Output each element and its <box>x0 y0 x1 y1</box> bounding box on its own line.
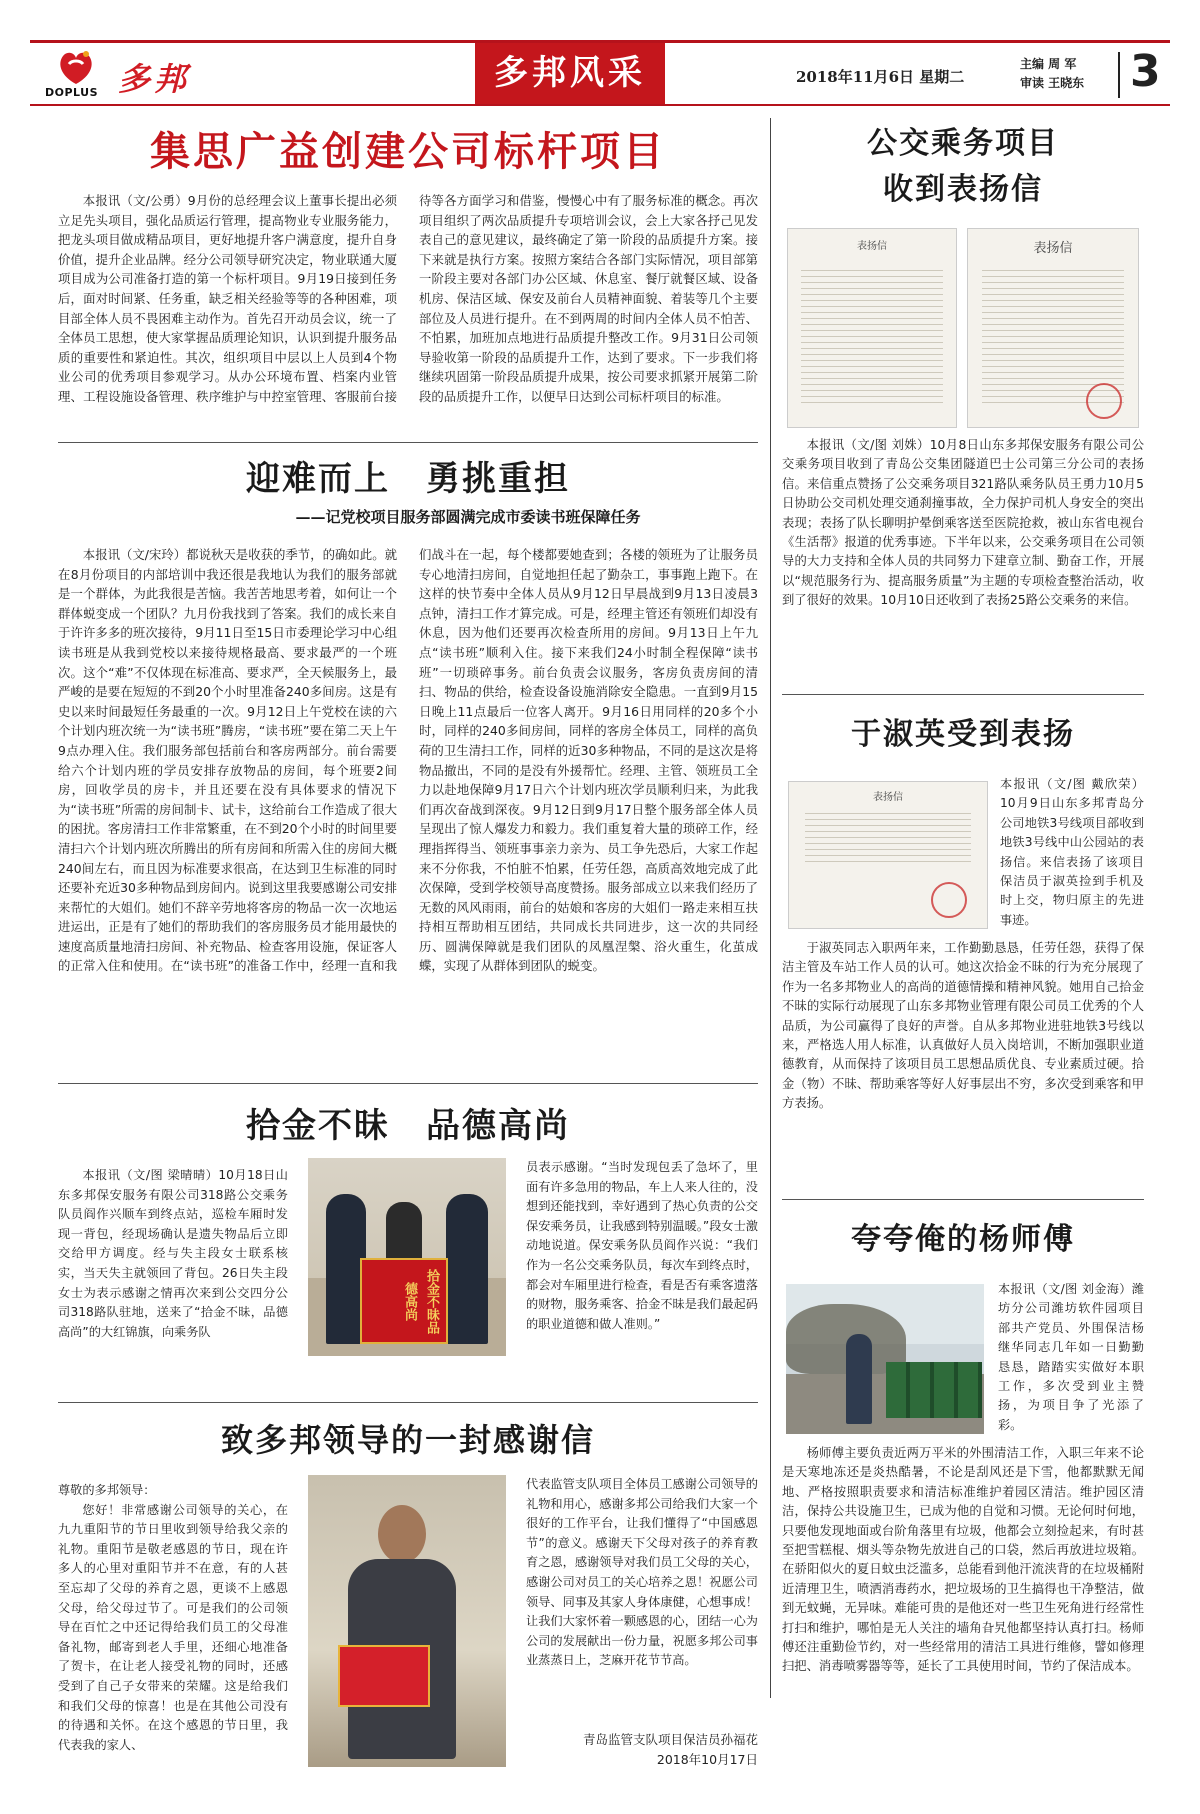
section-separator <box>58 1402 758 1403</box>
editors <box>1020 55 1084 93</box>
pennant-banner <box>360 1258 448 1344</box>
article-paragraph: 杨师傅主要负责近两万平米的外围清洁工作，入职三年来不论是天寒地冻还是炎热酷暑，不论是刮风还是下雪，他都默默无闻地、严格按照职责要求和清洁标准维护着园区清洁。维护园区清洁，保持公共设施卫生，已成为他的自觉和习惯。无论何时何地，只要他发现地面或台阶角落里有垃圾，他都会立刻捡起来，有时甚至把雪糕棍、烟头等杂物先放进自己的口袋，然后再放进垃圾箱。在骄阳似火的夏日蚊虫泛滥多，总能看到他汗流浃背的在垃圾桶附近清理卫生，喷洒消毒药水，把垃圾场的卫生搞得也干净整洁，做到无蚊蝇，无异味。难能可贵的是他还对一些卫生死角进行经常性打扫和维护，哪怕是无人关注的墙角旮旯他都坚持认真打扫。杨师傅还注重勤俭节约，对一些经常用的清洁工具进行维修，譬如修理扫把、消毒喷雾器等等，延长了工具使用时间，节约了保洁成本。 <box>782 1446 1144 1674</box>
logo <box>45 50 115 100</box>
person-right <box>446 1194 488 1344</box>
section-title: 多邦风采 <box>475 43 665 104</box>
article-title: 夸夸俺的杨师傅 <box>851 1222 1075 1257</box>
letter-paragraph: 代表监管支队项目全体员工感谢公司领导的礼物和用心，感谢多邦公司给我们大家一个很好的工作平台，让我们懂得了“中国感恩节”的意义。感谢天下父母对孩子的养育教育之恩，感谢领导对我们员工父母的关心，感谢公司对员工的关心培养之恩！祝愿公司领导、同事及其家人身体康健，心想事成！让我们大家怀着一颗感恩的心，团结一心为公司的发展献出一份力量，祝愿多邦公司事业蒸蒸日上，芝麻开花节节高。 <box>526 1477 758 1668</box>
red-seal-stamp <box>931 882 967 918</box>
letter-paragraph: 您好！非常感谢公司领导的关心，在九九重阳节的节日里收到领导给我父亲的礼物。重阳节是敬老感恩的节日，现在许多人的心里对重阳节并不在意，有的人甚至忘却了父母的养育之恩，更谈不上感恩父母，给父母过节了。可是我们的公司领导在百忙之中还记得给我们员工的父母准备礼物，邮寄到老人手里，还细心地准备了贺卡，在让老人接受礼物的同时，还感受到了自己子女带来的荣耀。这是给我们和我们父母的惊喜！也是在其他公司没有的待遇和关怀。在这个感恩的节日里，我代表我的家人、 <box>58 1502 288 1752</box>
article-yang <box>782 1214 1144 1814</box>
article-title: 致多邦领导的一封感谢信 <box>220 1421 595 1459</box>
section-separator <box>782 694 1144 695</box>
signature-name: 青岛监管支队项目保洁员孙福花 <box>582 1732 758 1747</box>
article-paragraph: 于淑英同志入职两年来，工作勤勤恳恳，任劳任怨，获得了保洁主管及车站工作人员的认可。她这次拾金不昧的行为充分展现了作为一名多邦物业人的高尚的道德情操和精神风貌。她用自己拾金不昧的实际行动展现了山东多邦物业管理有限公司员工优秀的个人品质，为公司赢得了良好的声誉。自从多邦物业进驻地铁3号线以来，严格选人用人标准，认真做好人员入岗培训，不断加强职业道德教育，从而保持了该项目员工思想品质优良、专业素质过硬。拾金（物）不昧、帮助乘客等好人好事层出不穷，多次受到乘客和甲方表扬。 <box>782 941 1144 1111</box>
cleaner-photo <box>786 1284 984 1434</box>
article-body-side <box>998 1280 1144 1450</box>
letter-signature <box>583 1730 758 1770</box>
pennant-text: 拾金不昧品德高尚 <box>402 1268 439 1334</box>
article-body <box>58 191 758 441</box>
article-subtitle: ——记党校项目服务部圆满完成市委读书班保障任务 <box>295 508 641 526</box>
article-paragraph: 本报讯（文/图 刘姝）10月8日山东多邦保安服务有限公司公交乘务项目收到了青岛公交集团隧道巴士公司第三分公司的表扬信。来信重点赞扬了公交乘务项目321路队乘务队员王勇力10月5日协助公交司机处理交通刹撞事故，全力保护司机人身安全的突出表现；表扬了队长聊明护晕倒乘客送至医院抢救，被山东省电视台《生活帮》报道的优秀事迹。下半年以来，公交乘务项目在公司领导的大力支持和全体人员的共同努力下建章立制、勤奋工作，开展以“规范服务行为、提高服务质量”为主题的专项检查整治活动，收到了很好的效果。10月10日还收到了表扬25路公交乘务的来信。 <box>782 438 1144 608</box>
article-paragraph: 本报讯（文/图 梁晴晴）10月18日山东多邦保安服务有限公司318路公交乘务队员阎作兴顺车到终点站，巡检车厢时发现一背包，经现场确认是遗失物品后立即交给甲方调度。经与失主段女士联系核实，当天失主就领回了背包。26日失主段女士为表示感谢之情再次来到公交四分公司318路队驻地，送来了“拾金不昧，品德高尚”的大红锦旗，向乘务队 <box>58 1168 288 1339</box>
praise-letter-2 <box>967 228 1139 428</box>
letter-heading: 表扬信 <box>873 791 903 803</box>
brand-name: 多邦 <box>118 60 191 98</box>
article-body-left <box>58 1166 288 1396</box>
section-separator <box>782 1199 1144 1200</box>
right-column <box>782 110 1144 1814</box>
article-body <box>58 545 758 1065</box>
honesty-photo <box>308 1158 506 1356</box>
signature-date: 2018年10月17日 <box>656 1752 758 1767</box>
logo-mark-icon <box>55 50 97 86</box>
issue-date: 2018年11月6日 星期二 <box>796 68 965 86</box>
article-yu-praise <box>782 709 1144 1197</box>
masthead-bottom-rule <box>30 104 1170 106</box>
article-title-line1: 公交乘务项目 <box>867 126 1059 161</box>
letter-heading: 表扬信 <box>857 240 887 252</box>
article-paragraph: 本报讯（文/宋玲）都说秋天是收获的季节，的确如此。就在8月份项目的内部培训中我还很是我地认为我们的服务部就是一个群体，为此我很是苦恼。我苦苦地思考着，如何让一个群体蜕变成一个团队？九月份我找到了答案。我们的成长来自于许许多多的班次接待，9月11日至15日市委理论学习中心组读书班是从我到党校以来接待规格最高、要求最严的一个班次。这个“难”不仅体现在标准高、要求严，全天候服务上，最严峻的是要在短短的不到20个小时里准备240多间房。这是有史以来时间最短任务最重的一次。9月12日上午党校在读的六个计划内班次统一为“读书班”腾房，“读书班”要在第二天上午9点办理入住。我们服务部包括前台和客房两部分。前台需要给六个计划内班的学员安排存放物品的房间，每个班要2间房，回收学员的房卡，并且还要在没有具体要求的情况下为“读书班”所需的房间制卡、试卡，这给前台工作造成了很大的困扰。客房清扫工作非常繁重，在不到20个小时的时间里要清扫六个计划内班次所腾出的所有房间和所需入住的房间大概240间左右，而且因为标准要求很高，在达到卫生标准的同时还要补充近30多种物品到房间内。说到这里我要感谢公司安排来帮忙的大姐们。她们不辞辛劳地将客房的物品一次一次地运进运出，正是有了她们的帮助我们的客房服务员才能用最快的速度高质量地清扫房间、补充物品、检查客用设施，保证客人的正常入住和使用。在“读书班”的准备工作中，经理一直和我们战斗在一起，每个楼都要她查到；各楼的领班为了让服务员专心地清扫房间，自觉地担任起了勤杂工，事事跑上跑下。在这样的快节奏中全体人员从9月12日早晨战到9月13日凌晨3点钟，清扫工作才算完成。可是，经理主管还有领班们却没有休息，因为他们还要再次检查所用的房间。9月13日上午九点“读书班”顺利入住。接下来我们24小时制全程保障“读书班”一切琐碎事务。前台负责会议服务，客房负责房间的清扫、物品的供给，检查设备设施消除安全隐患。一直到9月15日晚上11点最后一位客人离开。9月16日用同样的20多个小时，同样的240多间房间，同样的客房全体员工，同样的高负荷的卫生清扫工作，同样的近30多种物品，不同的是这次是将物品撤出，不同的是没有外援帮忙。经理、主管、领班员工全力以赴地保障9月17日六个计划内班次学员顺利归来，为此我们再次奋战到深夜。9月12日到9月17日整个服务部全体人员呈现出了惊人爆发力和毅力。我们重复着大量的琐碎工作，经理指挥得当、领班事事亲力亲为、员工争先恐后，大家工作起来不分你我，不怕脏不怕累，任劳任怨，高质高效地完成了此次保障，受到学校领导高度赞扬。服务部成立以来我们经历了无数的风风雨雨，前台的姑娘和客房的大姐们一路走来相互扶持相互帮助相互团结，共同成长共同进步，这一次的共同经历、圆满保障就是我们团队的凤凰涅槃、浴火重生，化茧成蝶，实现了从群体到团队的蜕变。 <box>58 547 758 974</box>
article-title-line2: 收到表扬信 <box>883 172 1043 207</box>
article-body <box>782 939 1144 1191</box>
article-paragraph: 本报讯（文/图 刘金海）潍坊分公司潍坊软件园项目部共产党员、外围保洁杨继华同志几年如一日勤勤恳恳，踏踏实实做好本职工作，多次受到业主赞扬，为项目争了光添了彩。 <box>998 1282 1144 1432</box>
gift-box <box>338 1645 430 1707</box>
article-body <box>782 1444 1144 1806</box>
article-bus-praise <box>782 118 1144 692</box>
article-title: 拾金不昧 品德高尚 <box>246 1106 570 1146</box>
letter-text-lines <box>805 808 971 862</box>
page-number: 3 <box>1130 46 1161 97</box>
letter-body-left <box>58 1481 288 1771</box>
article-readingclass <box>58 451 758 1079</box>
article-title: 迎难而上 勇挑重担 <box>246 459 570 499</box>
trash-bins <box>886 1362 982 1418</box>
section-separator <box>58 442 758 443</box>
letter-greeting: 尊敬的多邦领导： <box>58 1483 156 1497</box>
article-title: 集思广益创建公司标杆项目 <box>150 128 666 175</box>
article-body-side <box>1000 775 1144 935</box>
red-seal-stamp <box>1086 383 1122 419</box>
article-paragraph: 员表示感谢。“当时发现包丢了急坏了，里面有许多急用的物品，车上人来人往的，没想到还能找到，幸好遇到了热心负责的公交保安乘务员，让我感到特别温暖。”段女士激动地说道。保安乘务队员阎作兴说：“我们作为一名公交乘务队员，每次车到终点时，都会对车厢里进行检查，看是否有乘客遗落的财物，服务乘客、拾金不昧是我们最起码的职业道德和做人准则。” <box>526 1160 758 1331</box>
section-separator <box>58 1083 758 1084</box>
article-thankyou <box>58 1415 758 1775</box>
cleaner-figure <box>846 1334 872 1424</box>
article-paragraph: 本报讯（文/图 戴欣荣）10月9日山东多邦青岛分公司地铁3号线项目部收到地铁3号线中山公园站的表扬信。来信表扬了该项目保洁员于淑英捡到手机及时上交，物归原主的先进事迹。 <box>1000 777 1144 927</box>
praise-letter-3 <box>788 781 988 929</box>
article-title: 于淑英受到表扬 <box>851 717 1075 752</box>
masthead-divider <box>1118 52 1120 98</box>
left-column <box>58 110 758 1775</box>
elder-photo <box>308 1475 506 1767</box>
article-honesty <box>58 1098 758 1398</box>
letter-heading: 表扬信 <box>1033 240 1073 256</box>
logo-text: DOPLUS <box>45 86 99 99</box>
praise-letter-1 <box>787 228 957 428</box>
elder-head <box>378 1505 426 1563</box>
letter-body-right <box>526 1475 758 1725</box>
article-benchmark <box>58 120 758 438</box>
editor-reviewer: 审读 王晓东 <box>1020 76 1085 90</box>
column-divider <box>770 118 771 1698</box>
article-paragraph: 本报讯（文/公勇）9月份的总经理会议上董事长提出必须立足先头项目，强化品质运行管理，提高物业专业服务能力，把龙头项目做成精品项目，更好地提升客户满意度，提升自身价值，提升企业品牌。经分公司领导研究决定，物业联通大厦项目成为公司准备打造的第一个标杆项目。9月19日接到任务后，面对时间紧、任务重，缺乏相关经验等等的各种困难，项目部全体人员不畏困难主动作为。首先召开动员会议，统一了全体员工思想，使大家掌握品质理论知识，认识到提升服务品质的重要性和紧迫性。其次，组织项目中层以上人员到4个物业公司的优秀项目参观学习。从办公环境布置、档案内业管理、工程设施设备管理、秩序维护与中控室管理、客服前台接待等各方面学习和借鉴，慢慢心中有了服务标准的概念。再次项目组织了两次品质提升专项培训会议，会上大家各抒己见发表自己的意见建议，最终确定了第一阶段的品质提升方案。接下来就是执行方案。按照方案结合各部门实际情况，项目部第一阶段主要对各部门办公区域、休息室、餐厅就餐区域、设备机房、保洁区域、保安及前台人员精神面貌、着装等几个主要部位及人员进行提升。在不到两周的时间内全体人员不怕苦、不怕累，加班加点地进行品质提升整改工作。9月31日公司领导验收第一阶段的品质提升工作，达到了要求。下一步我们将继续巩固第一阶段品质提升成果，按公司要求抓紧开展第二阶段的品质提升工作，以便早日达到公司标杆项目的标准。 <box>58 193 758 404</box>
letter-text-lines <box>801 265 942 404</box>
article-body <box>782 436 1144 686</box>
editor-chief: 主编 周 军 <box>1020 57 1077 71</box>
article-body-right <box>526 1158 758 1398</box>
